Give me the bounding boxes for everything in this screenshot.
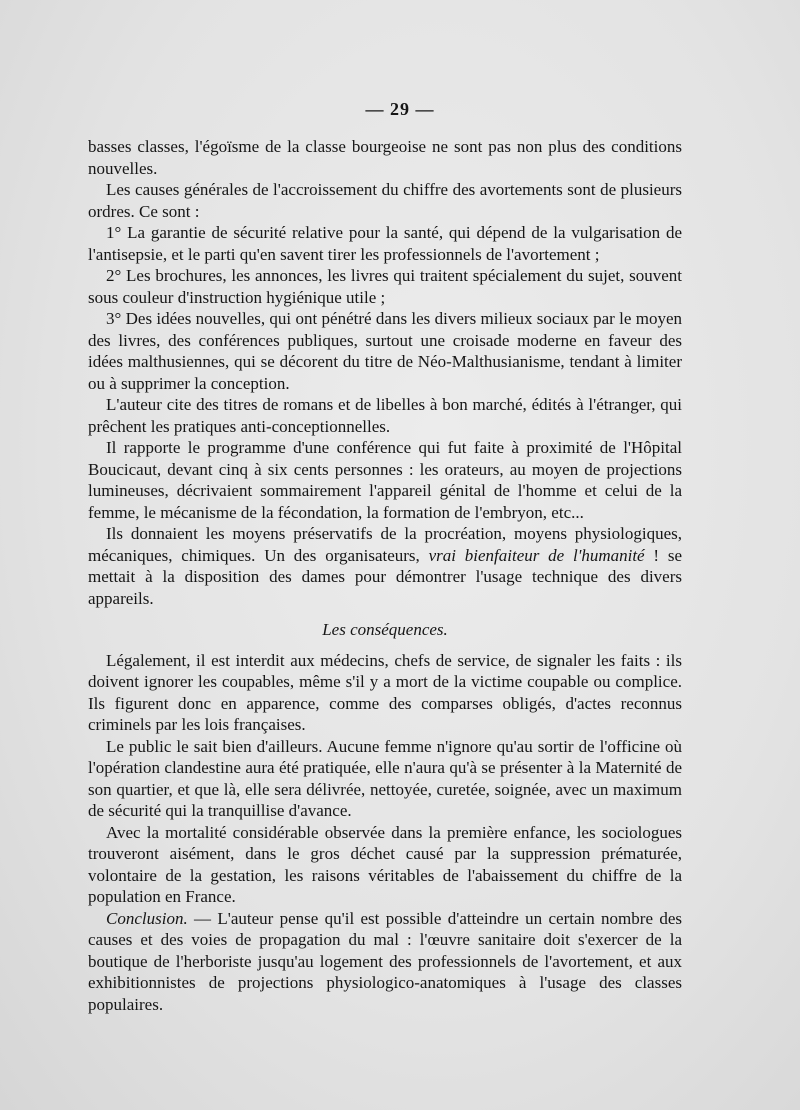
paragraph: 1° La garantie de sécurité relative pour la santé, qui dépend de la vulgarisation de l'antisepsie, et le parti qu'en savent tirer les professionnels de l'avortement ;	[88, 223, 682, 264]
page-number: — 29 —	[365, 99, 435, 119]
italic-phrase: vrai bienfaiteur de l'humanité	[428, 545, 645, 565]
conclusion-text: — L'auteur pense qu'il est possible d'atteindre un certain nombre des causes et des voies de propagation du mal : l'œuvre sanitaire doit s'exercer de la boutique de l'herboriste jusqu'au logement des professionnels de l'avortement, et aux exhibitionnistes de projections physiologico-anatomiques à l'usage des classes populaires.	[88, 908, 682, 1014]
paragraph: Les causes générales de l'accroissement du chiffre des avortements sont de plusieurs ordres. Ce sont :	[88, 180, 682, 221]
paragraph: L'auteur cite des titres de romans et de libelles à bon marché, édités à l'étranger, qui prêchent les pratiques anti-conceptionnelles.	[88, 395, 682, 436]
paragraph-text: ! se mettait à la disposition des dames pour démontrer l'usage technique des divers appareils.	[88, 545, 683, 608]
paragraph: Légalement, il est interdit aux médecins, chefs de service, de signaler les faits : ils doivent ignorer les coupables, même s'il y a mort de la victime coupable ou complice. Ils figurent donc en apparence, comme des comparses obligés, d'actes reconnus criminels par les lois françaises.	[88, 650, 682, 734]
paragraph: Il rapporte le programme d'une conférence qui fut faite à proximité de l'Hôpital Boucicaut, devant cinq à six cents personnes : les orateurs, au moyen de projections lumineuses, décrivaient sommairement l'appareil génital de l'homme et celui de la femme, le mécanisme de la fécondation, la formation de l'embryon, etc...	[88, 438, 682, 522]
paragraph: basses classes, l'égoïsme de la classe bourgeoise ne sont pas non plus des conditions nouvelles.	[88, 137, 682, 178]
body-text	[88, 136, 682, 1015]
paragraph	[88, 523, 682, 609]
paragraph: 3° Des idées nouvelles, qui ont pénétré dans les divers milieux sociaux par le moyen des livres, des conférences publiques, surtout une croisade moderne en faveur des idées malthusiennes, qui se décorent du titre de Néo-Malthusianisme, tendant à limiter ou à supprimer la conception.	[88, 309, 682, 393]
conclusion-label: Conclusion.	[106, 908, 188, 928]
paragraph: Le public le sait bien d'ailleurs. Aucune femme n'ignore qu'au sortir de l'officine où l'opération clandestine aura été pratiquée, elle n'aura qu'à se présenter à la Maternité de son quartier, et que là, elle sera délivrée, nettoyée, curetée, soignée, avec un maximum de sécurité qui la tranquillise d'avance.	[88, 736, 682, 820]
section-heading: Les conséquences.	[322, 620, 448, 639]
paragraph-text: Ils donnaient les moyens préservatifs de la procréation, moyens physiologiques, mécaniques, chimiques. Un des organisateurs,	[88, 524, 682, 565]
paragraph: Avec la mortalité considérable observée dans la première enfance, les sociologues trouveront aisément, dans le gros déchet causé par la suppression prématurée, volontaire de la gestation, les raisons véritables de l'abaissement du chiffre de la population en France.	[88, 822, 682, 906]
conclusion-paragraph	[88, 908, 682, 1016]
paragraph: 2° Les brochures, les annonces, les livres qui traitent spécialement du sujet, souvent sous couleur d'instruction hygiénique utile ;	[88, 266, 682, 307]
